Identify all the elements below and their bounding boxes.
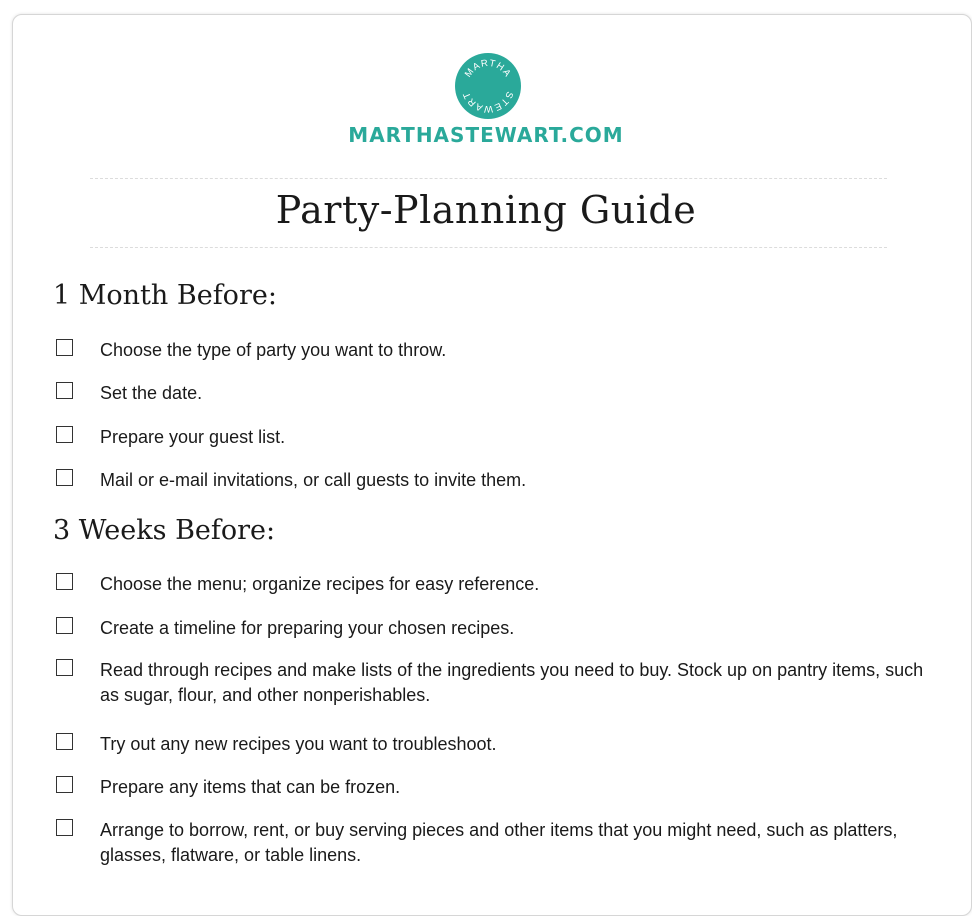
brand-wordmark bbox=[0, 123, 972, 147]
section-heading-1-month: 1 Month Before: bbox=[53, 280, 277, 311]
checklist-item-text: Set the date. bbox=[100, 383, 203, 403]
svg-text:STEWART: STEWART bbox=[460, 89, 516, 115]
checklist-item-text: Choose the type of party you want to throw. bbox=[100, 340, 447, 360]
checkbox[interactable] bbox=[56, 733, 73, 750]
page-title: Party-Planning Guide bbox=[275, 188, 697, 232]
checklist-item-text: Try out any new recipes you want to troubleshoot. bbox=[100, 734, 497, 754]
checkbox[interactable] bbox=[56, 617, 73, 634]
svg-text:MARTHA: MARTHA bbox=[462, 57, 514, 80]
checkbox[interactable] bbox=[56, 776, 73, 793]
checkbox[interactable] bbox=[56, 382, 73, 399]
checklist-item-text: Arrange to borrow, rent, or buy serving pieces and other items that you might need, such as platters, glasses, flatware, or table linens. bbox=[100, 820, 898, 865]
checkbox[interactable] bbox=[56, 573, 73, 590]
brand-name-part2: STEWART.COM bbox=[450, 123, 624, 147]
checkbox[interactable] bbox=[56, 426, 73, 443]
checkbox[interactable] bbox=[56, 469, 73, 486]
checklist-item-text: Read through recipes and make lists of the ingredients you need to buy. Stock up on pantry items, such as sugar, flour, and other nonperishables. bbox=[100, 660, 924, 705]
checklist-item-text: Create a timeline for preparing your chosen recipes. bbox=[100, 618, 515, 638]
checkbox[interactable] bbox=[56, 819, 73, 836]
brand-name-part1: MARTHA bbox=[348, 123, 451, 147]
checkbox[interactable] bbox=[56, 339, 73, 356]
title-divider-top bbox=[90, 178, 887, 179]
checkbox[interactable] bbox=[56, 659, 73, 676]
checklist-item-text: Prepare your guest list. bbox=[100, 427, 286, 447]
martha-stewart-logo bbox=[455, 53, 521, 119]
checklist-item-text: Mail or e-mail invitations, or call guests to invite them. bbox=[100, 470, 527, 490]
section-heading-3-weeks: 3 Weeks Before: bbox=[53, 515, 276, 546]
title-divider-bottom bbox=[90, 247, 887, 248]
checklist-item-text: Prepare any items that can be frozen. bbox=[100, 777, 401, 797]
checklist-item-text: Choose the menu; organize recipes for easy reference. bbox=[100, 574, 540, 594]
